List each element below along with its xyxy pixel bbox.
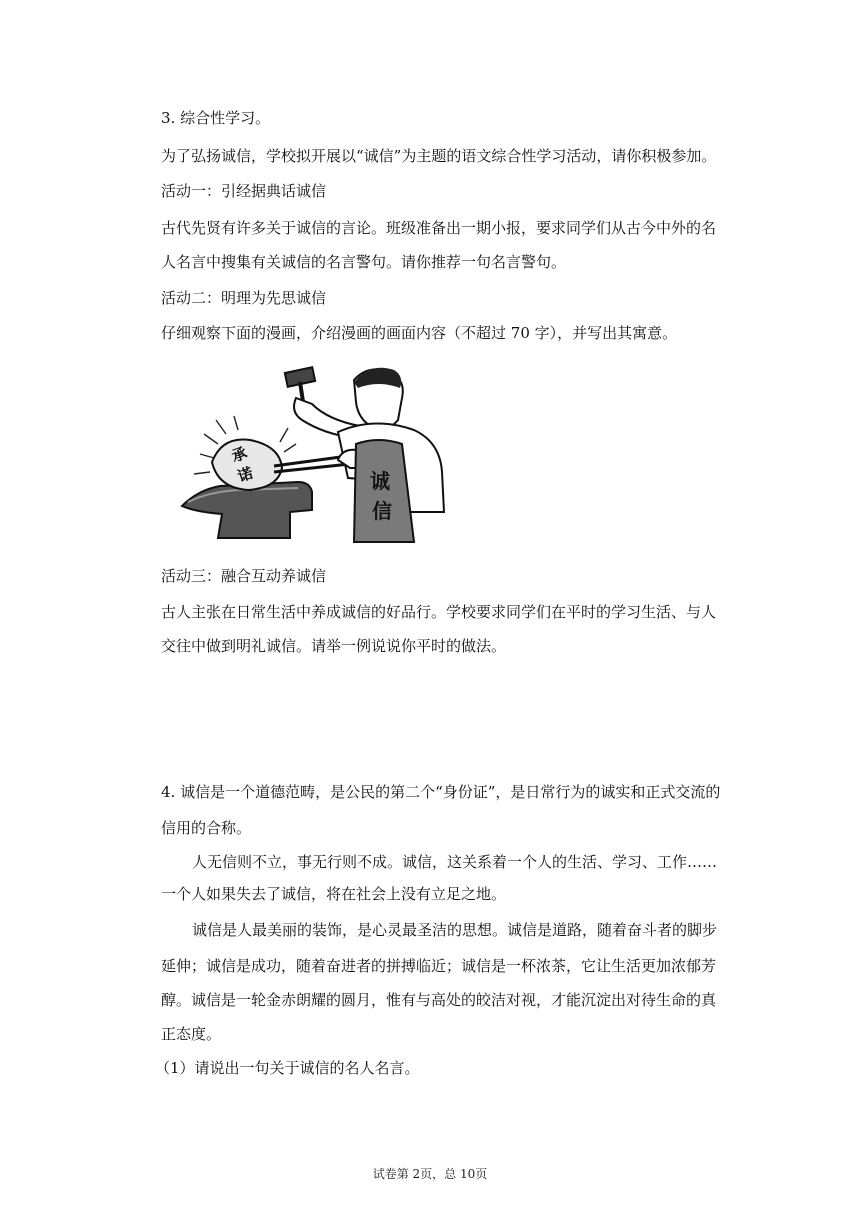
activity1-text-line1: 古代先贤有许多关于诚信的言论。班级准备出一期小报，要求同学们从古今中外的名 (161, 219, 717, 237)
activity2-text: 仔细观察下面的漫画，介绍漫画的画面内容（不超过 70 字），并写出其寓意。 (161, 324, 678, 342)
q4-intro-line1: 4. 诚信是一个道德范畴，是公民的第二个“身份证”，是日常行为的诚实和正式交流的 (161, 783, 721, 801)
q4-para1-line2: 一个人如果失去了诚信，将在社会上没有立足之地。 (161, 885, 507, 903)
activity3-text-line1: 古人主张在日常生活中养成诚信的好品行。学校要求同学们在平时的学习生活、与人 (161, 603, 717, 621)
activity3-text-line2: 交往中做到明礼诚信。请举一例说说你平时的做法。 (161, 637, 507, 655)
q4-para2-line1: 诚信是人最美丽的装饰，是心灵最圣洁的思想。诚信是道路，随着奋斗者的脚步 (192, 921, 718, 939)
q3-intro: 为了弘扬诚信，学校拟开展以“诚信”为主题的语文综合性学习活动，请你积极参加。 (161, 147, 717, 165)
q4-para2-line4: 正态度。 (161, 1025, 222, 1043)
activity2-heading: 活动二：明理为先思诚信 (161, 289, 327, 307)
q4-para1-line1: 人无信则不立，事无行则不成。诚信，这关系着一个人的生活、学习、工作…… (192, 853, 718, 871)
cartoon-promise-label-1: 承 (229, 443, 250, 466)
q3-title: 3. 综合性学习。 (161, 109, 271, 127)
activity1-text-line2: 人名言中搜集有关诚信的名言警句。请你推荐一句名言警句。 (161, 253, 567, 271)
q4-para2-line3: 醇。诚信是一轮金赤朗耀的圆月，惟有与高处的皎洁对视，才能沉淀出对待生命的真 (161, 991, 717, 1009)
cartoon-apron-label-2: 信 (372, 499, 392, 523)
integrity-cartoon-image (178, 362, 458, 544)
cartoon-promise-label-2: 诺 (235, 463, 256, 486)
page-footer: 试卷第 2页，总 10页 (372, 1167, 488, 1181)
cartoon-apron-label-1: 诚 (370, 469, 390, 493)
q4-intro-line2: 信用的合称。 (161, 819, 252, 837)
activity3-heading: 活动三：融合互动养诚信 (161, 567, 327, 585)
q4-sub-question-1: （1）请说出一句关于诚信的名人名言。 (155, 1059, 420, 1077)
activity1-heading: 活动一：引经据典话诚信 (161, 182, 327, 200)
q4-para2-line2: 延伸；诚信是成功，随着奋进者的拼搏临近；诚信是一杯浓茶，它让生活更加浓郁芳 (161, 957, 717, 975)
